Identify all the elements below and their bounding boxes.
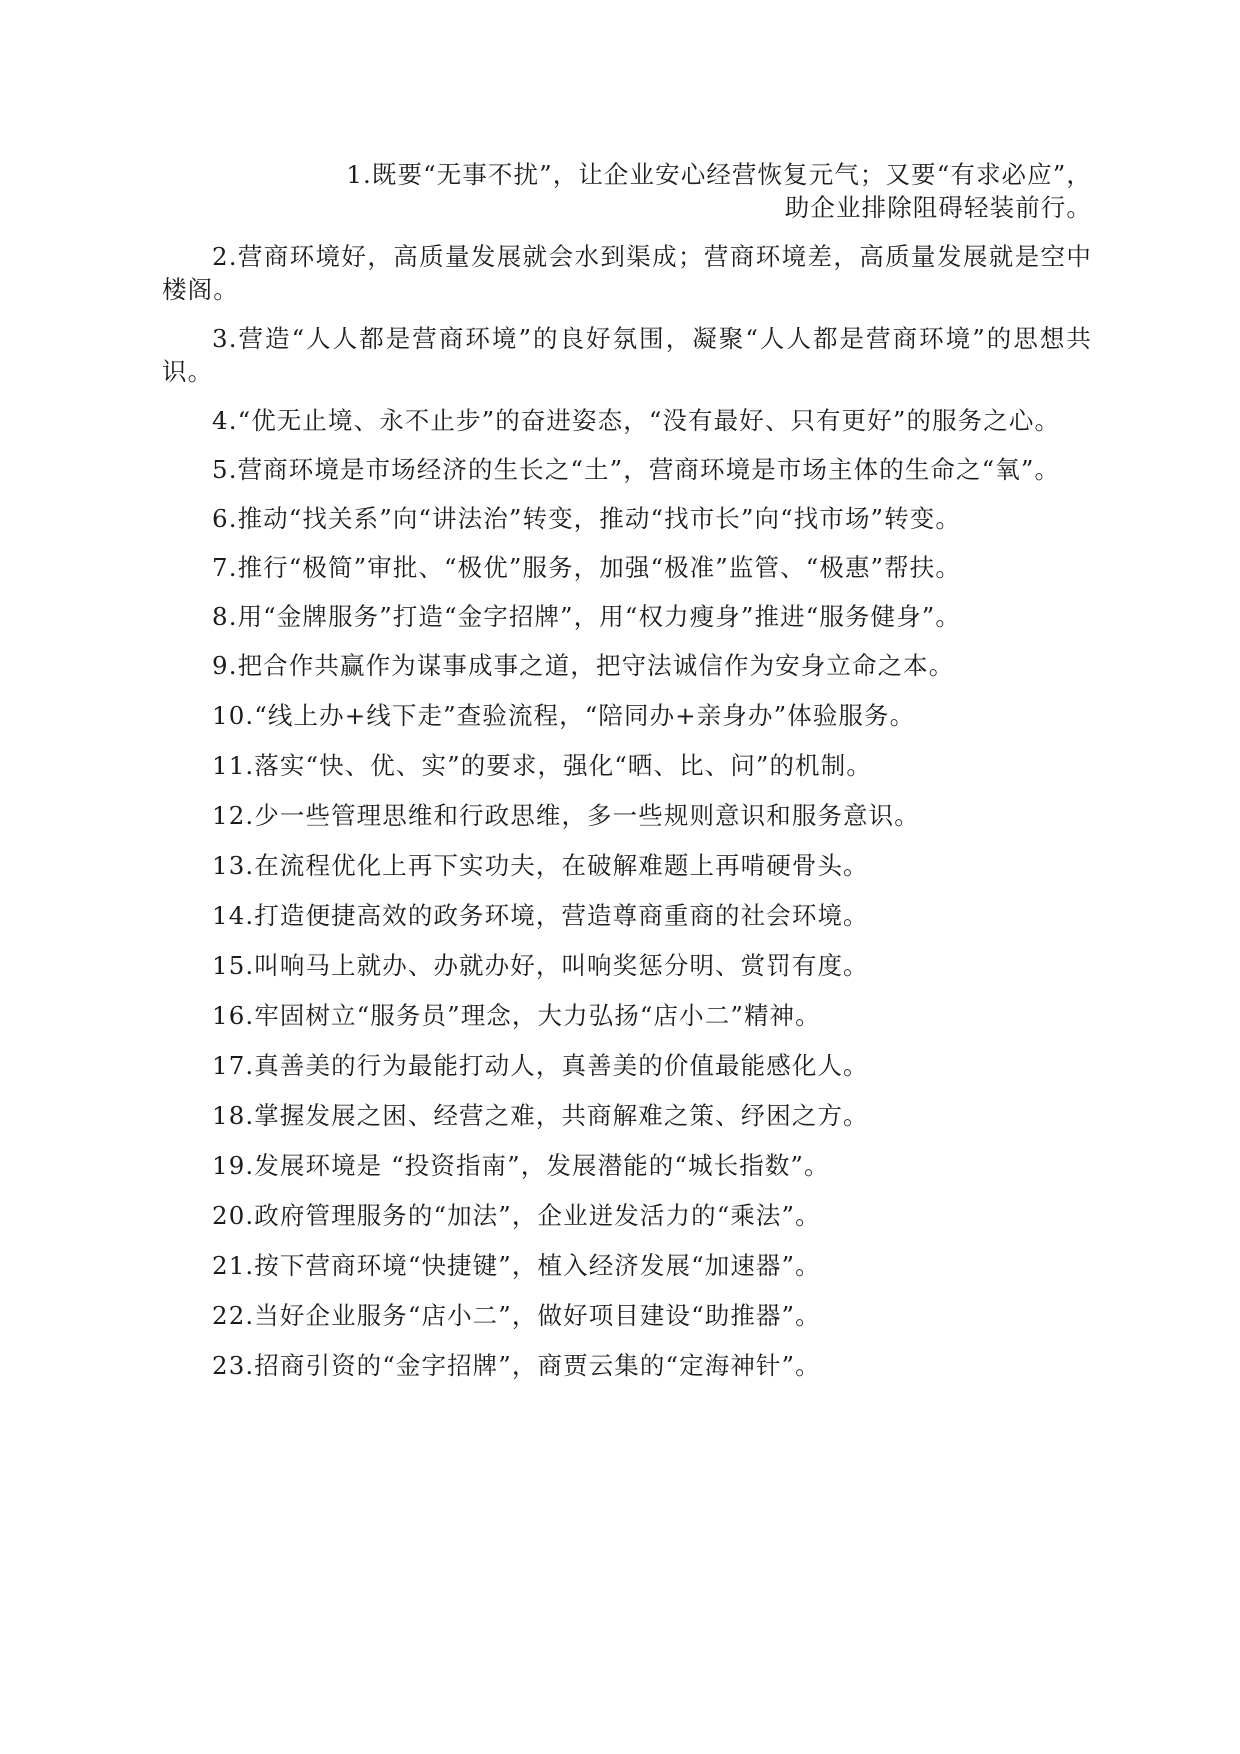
list-item: 7.推行“极简”审批、“极优”服务，加强“极准”监管、“极惠”帮扶。: [212, 553, 961, 582]
list-item: 21.按下营商环境“快捷键”，植入经济发展“加速器”。: [212, 1251, 821, 1280]
list-item: 11.落实“快、优、实”的要求，强化“晒、比、问”的机制。: [212, 751, 872, 780]
list-item: 5.营商环境是市场经济的生长之“土”，营商环境是市场主体的生命之“氧”。: [212, 455, 1061, 484]
list-item: 6.推动“找关系”向“讲法治”转变，推动“找市长”向“找市场”转变。: [212, 504, 961, 533]
list-item: [162, 158, 1092, 224]
list-item-line: 助企业排除阻碍轻装前行。: [784, 193, 1092, 222]
list-item: 19.发展环境是 “投资指南”，发展潜能的“城长指数”。: [212, 1151, 830, 1180]
list-item: 17.真善美的行为最能打动人，真善美的价值最能感化人。: [212, 1051, 869, 1080]
list-item: 18.掌握发展之困、经营之难，共商解难之策、纾困之方。: [212, 1101, 869, 1130]
list-item: 22.当好企业服务“店小二”，做好项目建设“助推器”。: [212, 1301, 821, 1330]
list-item: 10.“线上办+线下走”查验流程，“陪同办+亲身办”体验服务。: [212, 701, 916, 730]
list-item: 4.“优无止境、永不止步”的奋进姿态，“没有最好、只有更好”的服务之心。: [212, 406, 1061, 435]
list-item: 13.在流程优化上再下实功夫，在破解难题上再啃硬骨头。: [212, 851, 869, 880]
list-item: 9.把合作共赢作为谋事成事之道，把守法诚信作为安身立命之本。: [212, 651, 955, 680]
list-item: 8.用“金牌服务”打造“金字招牌”，用“权力瘦身”推进“服务健身”。: [212, 602, 961, 631]
list-item: 14.打造便捷高效的政务环境，营造尊商重商的社会环境。: [212, 901, 869, 930]
list-item: 3.营造“人人都是营商环境”的良好氛围，凝聚“人人都是营商环境”的思想共识。: [162, 324, 1092, 386]
list-item: 12.少一些管理思维和行政思维，多一些规则意识和服务意识。: [212, 801, 920, 830]
list-item: 15.叫响马上就办、办就办好，叫响奖惩分明、赏罚有度。: [212, 951, 869, 980]
list-item-line: 1.既要“无事不扰”，让企业安心经营恢复元气；又要“有求必应”，: [346, 160, 1092, 189]
document-page: [162, 158, 1092, 1399]
list-item: 16.牢固树立“服务员”理念，大力弘扬“店小二”精神。: [212, 1001, 821, 1030]
list-item: 20.政府管理服务的“加法”，企业迸发活力的“乘法”。: [212, 1201, 821, 1230]
list-item: 23.招商引资的“金字招牌”，商贾云集的“定海神针”。: [212, 1351, 821, 1380]
list-item: 2.营商环境好，高质量发展就会水到渠成；营商环境差，高质量发展就是空中楼阁。: [162, 242, 1092, 304]
